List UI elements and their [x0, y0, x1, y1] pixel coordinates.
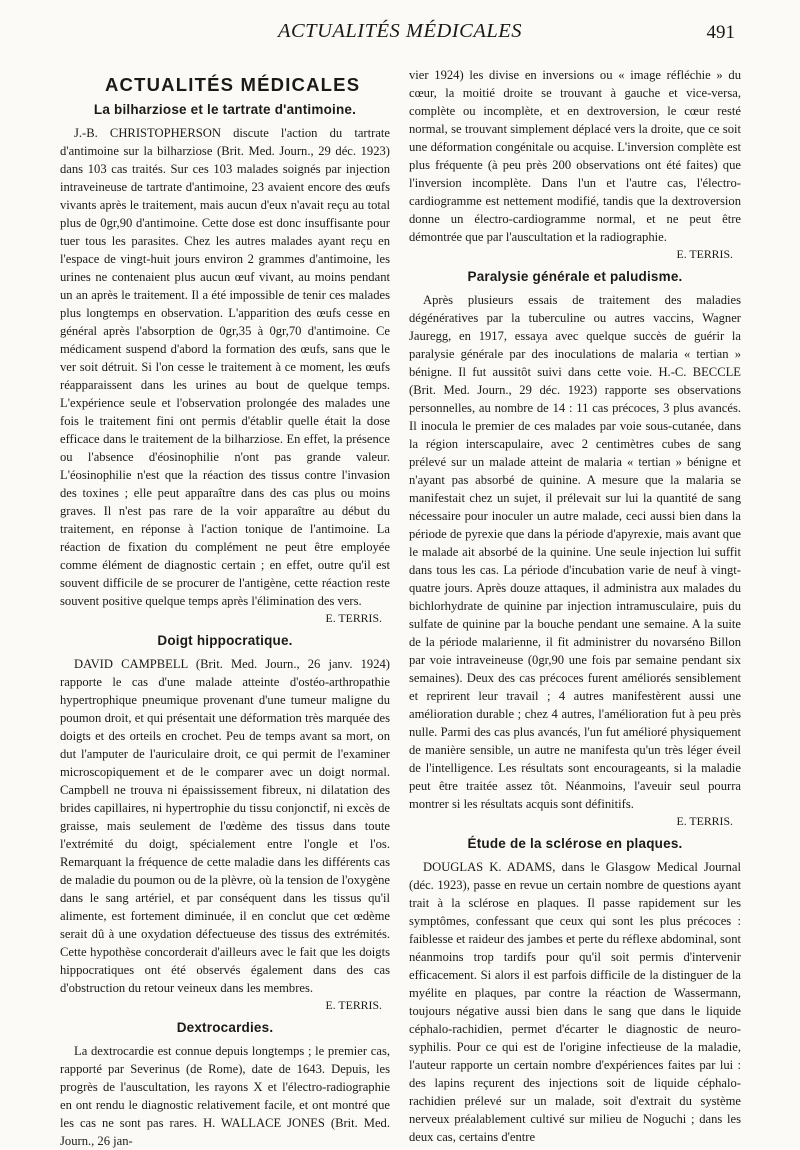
section-title: ACTUALITÉS MÉDICALES: [105, 74, 361, 95]
article-title-paralysie: Paralysie générale et paludisme.: [467, 269, 683, 284]
article-body-dextrocardies-part2: vier 1924) les divise en inversions ou « image réfléchie » du cœur, la moitié droite se trouvant à gauche et vice-versa, complète ou incomplète, et en dextroversion, le cœur resté normal, se trouvant simplement déplacé vers la droite, que ce soit une déformation congénitale ou acquise. L'inversion complète est plus fréquente (à peu près 200 observations ont été faites) que l'inversion incomplète. Dans l'un et l'autre cas, l'électro-cardiogramme est nettement modifié, tandis que la dextroversion donne un électro-cardiogramme normal, et ne peut être démontrée que par l'auscultation et la radiographie.: [409, 68, 741, 244]
article-signature: E. TERRIS.: [676, 247, 733, 261]
left-column: [60, 70, 390, 1150]
article-body-paralysie: Après plusieurs essais de traitement des maladies dégénératives par la tuberculine ou autres vaccins, Wagner Jauregg, en 1917, essaya avec quelque succès de guérir la paralysie générale par des inoculations de malaria « tertian » bénigne. Il fut aussitôt suivi dans cette voie. H.-C. BECCLE (Brit. Med. Journ., 29 déc. 1923) rapporte ses observations personnelles, au nombre de 14 : 11 cas précoces, 3 plus avancés. Il inocula le premier de ces malades par voie sous-cutanée, dans la région interscapulaire, avec 2 centimètres cubes de sang prélevé sur un malade atteint de malaria « tertian » bénigne et n'ayant pas absorbé de quinine. A mesure que la malaria se manifestait chez un sujet, il prélevait sur lui la quantité de sang nécessaire pour inoculer un autre malade, ceci aussi bien dans la période de pyrexie que dans la période d'apyrexie, mais avant que le malade ait absorbé de la quinine. Une seule injection lui suffit dans tous les cas. La période d'incubation varie de neuf à vingt-quatre jours. Après douze attaques, il administra aux malades du bichlorhydrate de quinine par injection intramusculaire, puis du sulfate de quinine par la bouche pendant une semaine. A la suite de la période malarienne, il fit administrer du novarséno Billon par voie intraveineuse (0gr,90 une fois par semaine pendant six semaines). Deux des cas précoces furent améliorés sensiblement et reprirent leur travail ; 4 autres manifestèrent aussi une amélioration durable ; chez 4 autres, l'amélioration fut à peu près nulle. Parmi des cas plus avancés, l'un fut amélioré physiquement de manière sensible, un autre ne manifesta qu'un très léger éveil de l'intelligence. Les résultats sont encourageants, si la maladie peut être traitée assez tôt. Néanmoins, l'aveuir seul pourra montrer si les résultats acquis sont définitifs.: [409, 293, 741, 811]
article-signature: E. TERRIS.: [325, 611, 382, 625]
article-body-bilharziose: J.-B. CHRISTOPHERSON discute l'action du tartrate d'antimoine sur la bilharziose (Brit. Med. Journ., 29 déc. 1923) dans 103 cas traités. Sur ces 103 malades soignés par injection intraveineuse de tartrate d'antimoine, 23 avaient encore des œufs vivants après le traitement, mais aucun d'eux n'avait reçu au total plus de 0gr,90 d'antimoine. Cette dose est donc insuffisante pour tuer tous les parasites. Chez les autres malades ayant reçu en l'espace de vingt-huit jours environ 2 grammes d'antimoine, les urines ne contenaient plus aucun œuf vivant, au moins pendant un an après le traitement. Il a été impossible de tenir ces malades plus longtemps en observation. L'apparition des œufs cesse en général après l'absorption de 0gr,35 à 0gr,70 d'antimoine. Ce médicament suspend d'abord la formation des œufs, sans que le ver soit détruit. Si l'on cesse le traitement à ce moment, les œufs réapparaissent dans les urines au bout de quelque temps. L'expérience seule et l'observation prolongée des malades une fois le traitement fini ont permis d'établir quelle était la dose efficace dans le traitement de la bilharziose. En effet, la présence ou l'absence d'éosinophilie n'ont pas grande valeur. L'éosinophilie n'est que la réaction des tissus contre l'invasion des toxines ; elle peut apparaître dans des cas plus ou moins graves. Il n'est pas rare de la voir apparaître au début du traitement, en réponse à l'action tonique de l'antimoine. La réaction de fixation du complément ne peut être employée comme élément de diagnostic certain ; en effet, outre qu'il est souvent difficile de se procurer de l'antigène, cette réaction reste souvent positive quelque temps après l'élimination des vers.: [60, 126, 390, 608]
article-signature: E. TERRIS.: [325, 998, 382, 1012]
article-title-sclerose: Étude de la sclérose en plaques.: [467, 836, 683, 851]
article-title-dextrocardies: Dextrocardies.: [176, 1020, 274, 1035]
page-header: [0, 20, 800, 50]
article-body-dextrocardies-part1: La dextrocardie est connue depuis longtemps ; le premier cas, rapporté par Severinus (de Rome), date de 1643. Depuis, les progrès de l'auscultation, les rayons X et l'électro-radiographie en ont rendu le diagnostic relativement facile, et ont montré que les cas ne sont pas rares. H. WALLACE JONES (Brit. Med. Journ., 26 jan-: [60, 1044, 390, 1148]
article-title-doigt: Doigt hippocratique.: [157, 633, 293, 648]
page-number: 491: [706, 22, 735, 43]
article-signature: E. TERRIS.: [676, 814, 733, 828]
article-body-doigt: DAVID CAMPBELL (Brit. Med. Journ., 26 janv. 1924) rapporte le cas d'une malade atteinte d'ostéo-arthropathie hypertrophique pneumique provenant d'une tumeur maligne du poumon droit, et qui présentait une déformation très marquée des doigts et des orteils en crochet. Peu de temps avant sa mort, on dut l'amputer de l'auriculaire droit, ce qui permit de l'examiner microscopiquement et de le comparer avec un doigt normal. Campbell ne trouva ni épaississement fibreux, ni dilatation des brides capillaires, ni hypertrophie du tissu conjonctif, ni excès de graisse, mais seulement de l'œdème des tissus dans toute l'extrémité du doigt, spécialement entre l'ongle et l'os. Remarquant la fréquence de cette maladie dans les différents cas de maladie du poumon ou de la plèvre, où la tension de l'oxygène dans le sang artériel, et par conséquent dans les tissus qu'il alimente, est fortement diminuée, il en conclut que cet œdème serait dû à une oxydation défectueuse des tissus des extrémités. Cette hypothèse concorderait d'ailleurs avec le fait que les doigts hippocratiques ont été observés également dans des cas d'obstruction du retour veineux dans les membres.: [60, 657, 390, 995]
running-title: ACTUALITÉS MÉDICALES: [277, 20, 523, 42]
article-body-sclerose: DOUGLAS K. ADAMS, dans le Glasgow Medical Journal (déc. 1923), passe en revue un certain nombre de questions ayant trait à la sclérose en plaques. Il passe rapidement sur les symptômes, confessant que ceux qui sont les plus précoces : faiblesse et raideur des jambes et perte du réflexe abdominal, sont néanmoins trop tardifs pour qu'il soit permis d'intervenir efficacement. Si alors il est parfois difficile de la distinguer de la myélite en plaques, par contre la réaction de Wassermann, toujours négative aussi bien dans le sang que dans le liquide céphalo-rachidien, permet d'écarter le diagnostic de neuro-syphilis. Pour ce qui est de l'origine infectieuse de la maladie, l'auteur rapporte un certain nombre d'expériences faites par lui : des lapins reçurent des injections soit de liquide céphalo-rachidien prélevé sur un malade, soit d'extrait du système nerveux préalablement cultivé sur milieu de Noguchi ; dans les deux cas, certains d'entre: [409, 860, 741, 1144]
right-column: [409, 66, 741, 1146]
article-title-bilharziose: La bilharziose et le tartrate d'antimoine.: [93, 102, 357, 117]
